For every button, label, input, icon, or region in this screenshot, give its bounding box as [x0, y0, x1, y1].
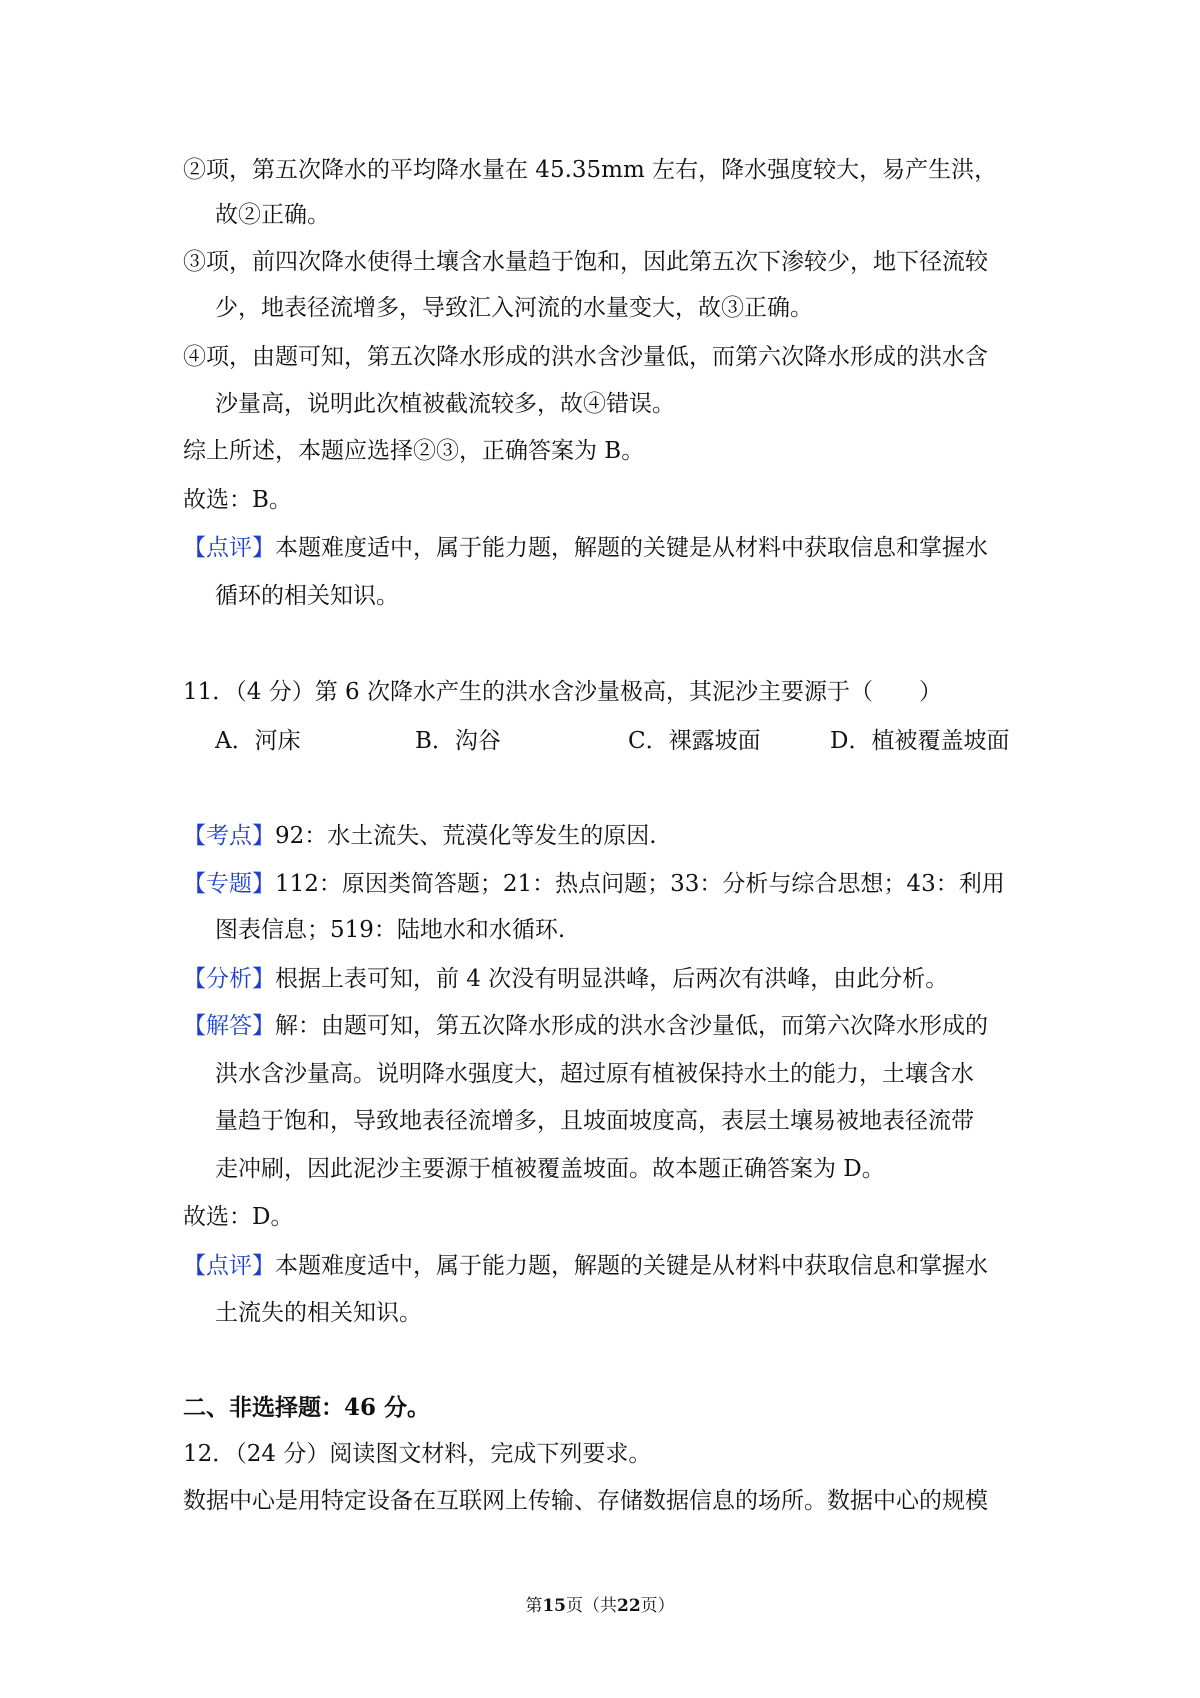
jieda-text: 解：由题可知，第五次降水形成的洪水含沙量低，而第六次降水形成的 — [275, 1013, 988, 1039]
comment-line2: 循环的相关知识。 — [215, 583, 399, 609]
footer-page-number: 15 — [542, 1596, 566, 1616]
zhuanti-line1 — [183, 868, 1005, 900]
item3-line1: ③项，前四次降水使得土壤含水量趋于饱和，因此第五次下渗较少，地下径流较 — [183, 249, 988, 275]
item2-line1: ②项，第五次降水的平均降水量在 45.35mm 左右，降水强度较大，易产生洪， — [183, 157, 998, 183]
summary-line: 综上所述，本题应选择②③，正确答案为 B。 — [183, 438, 645, 464]
q11-option-c: C．裸露坡面 — [628, 728, 761, 754]
section2-heading: 二、非选择题：46 分。 — [183, 1394, 431, 1421]
choice-b-line: 故选：B。 — [183, 487, 292, 513]
kaodian-text: 92：水土流失、荒漠化等发生的原因. — [275, 823, 657, 849]
jieda-line1 — [183, 1010, 988, 1042]
zhuanti-tag: 【专题】 — [183, 871, 275, 897]
q11-option-b: B．沟谷 — [415, 728, 501, 754]
kaodian-tag: 【考点】 — [183, 823, 275, 849]
comment-line1 — [183, 532, 988, 564]
comment-text: 本题难度适中，属于能力题，解题的关键是从材料中获取信息和掌握水 — [275, 535, 988, 561]
comment-tag: 【点评】 — [183, 535, 275, 561]
q11-comment-line2: 土流失的相关知识。 — [215, 1300, 422, 1326]
item4-line1: ④项，由题可知，第五次降水形成的洪水含沙量低，而第六次降水形成的洪水含 — [183, 344, 988, 370]
zhuanti-text: 112：原因类简答题；21：热点问题；33：分析与综合思想；43：利用 — [275, 871, 1005, 897]
q11-stem: 11．（4 分）第 6 次降水产生的洪水含沙量极高，其泥沙主要源于（ ） — [183, 679, 942, 705]
fenxi-tag: 【分析】 — [183, 966, 275, 992]
kaodian-line — [183, 820, 657, 852]
jieda-line3: 量趋于饱和，导致地表径流增多，且坡面坡度高，表层土壤易被地表径流带 — [215, 1108, 974, 1134]
footer-total-pages: 22 — [617, 1596, 641, 1616]
item2-line2: 故②正确。 — [215, 202, 330, 228]
q12-stem: 12．（24 分）阅读图文材料，完成下列要求。 — [183, 1441, 652, 1467]
q11-option-a: A．河床 — [215, 728, 301, 754]
footer-prefix: 第 — [525, 1596, 543, 1616]
fenxi-line — [183, 963, 948, 995]
zhuanti-line2: 图表信息；519：陆地水和水循环. — [215, 917, 566, 943]
choice-d-line: 故选：D。 — [183, 1204, 294, 1230]
q11-comment-tag: 【点评】 — [183, 1253, 275, 1279]
q11-comment-line1 — [183, 1250, 988, 1282]
footer-middle: 页（共 — [566, 1596, 617, 1616]
jieda-tag: 【解答】 — [183, 1013, 275, 1039]
q12-material: 数据中心是用特定设备在互联网上传输、存储数据信息的场所。数据中心的规模 — [183, 1488, 988, 1514]
jieda-line2: 洪水含沙量高。说明降水强度大，超过原有植被保持水土的能力，土壤含水 — [215, 1061, 974, 1087]
jieda-line4: 走冲刷，因此泥沙主要源于植被覆盖坡面。故本题正确答案为 D。 — [215, 1156, 885, 1182]
page-footer — [0, 1594, 1200, 1618]
item3-line2: 少，地表径流增多，导致汇入河流的水量变大，故③正确。 — [215, 295, 813, 321]
footer-suffix: 页） — [640, 1596, 675, 1616]
fenxi-text: 根据上表可知，前 4 次没有明显洪峰，后两次有洪峰，由此分析。 — [275, 966, 949, 992]
item4-line2: 沙量高，说明此次植被截流较多，故④错误。 — [215, 391, 675, 417]
q11-option-d: D．植被覆盖坡面 — [830, 728, 1010, 754]
q11-comment-text: 本题难度适中，属于能力题，解题的关键是从材料中获取信息和掌握水 — [275, 1253, 988, 1279]
